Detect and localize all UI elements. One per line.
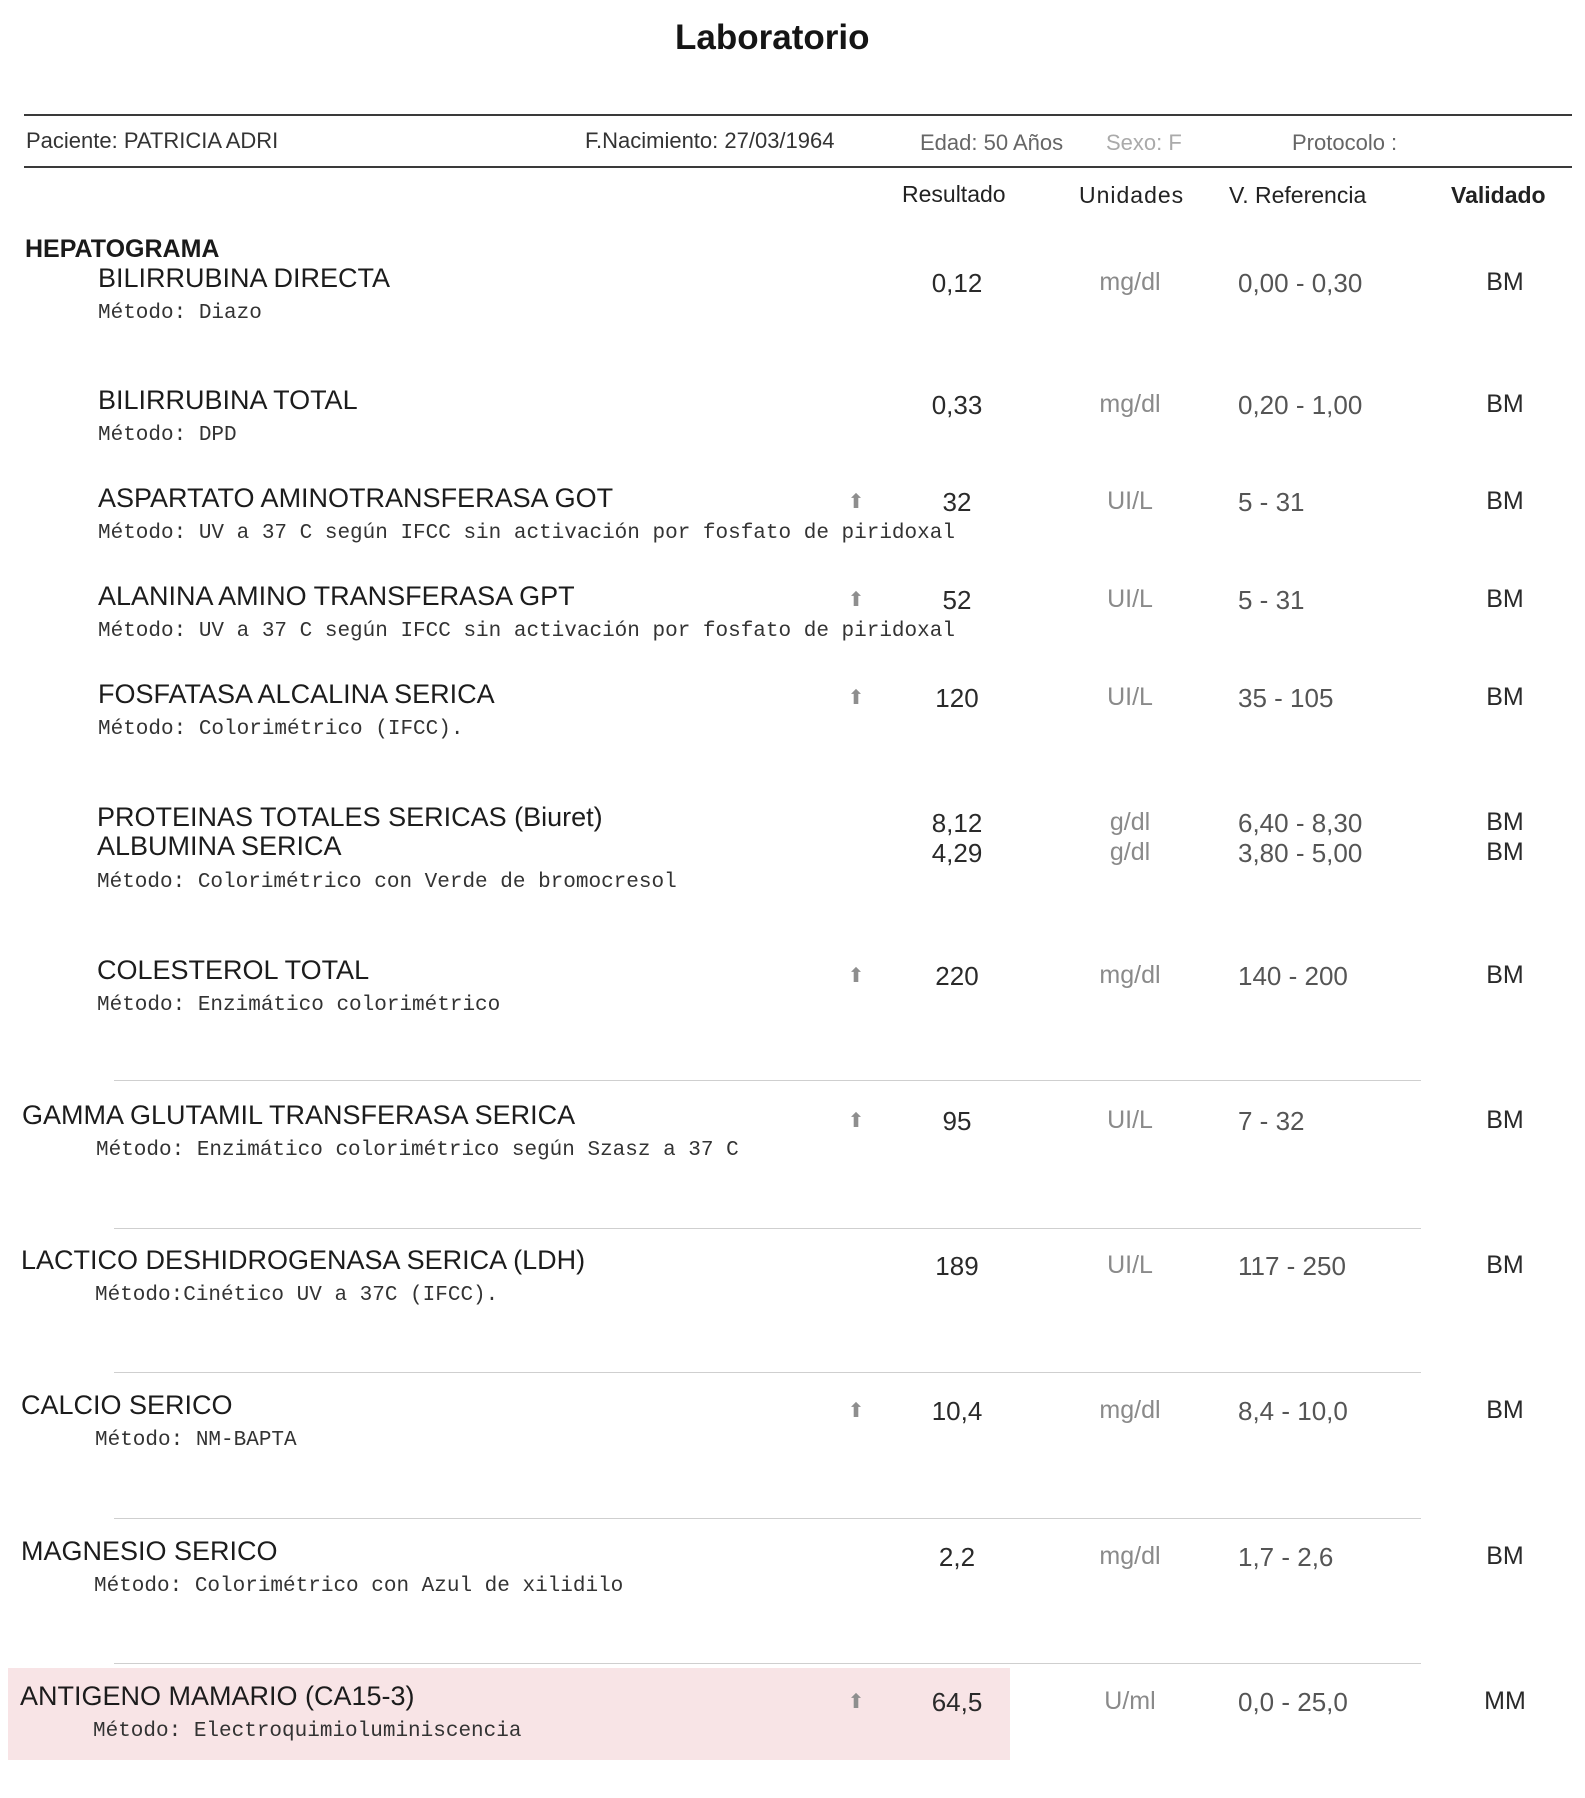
test-validated: BM: [1486, 1106, 1524, 1134]
test-unit: UI/L: [1107, 487, 1153, 515]
high-value-arrow-icon: ⬆: [847, 687, 865, 709]
test-reference-range: 5 - 31: [1238, 487, 1305, 517]
test-unit: UI/L: [1107, 1106, 1153, 1134]
test-validated: BM: [1486, 961, 1524, 989]
test-unit: mg/dl: [1099, 961, 1161, 989]
high-value-arrow-icon: ⬆: [847, 965, 865, 987]
test-reference-range: 8,4 - 10,0: [1238, 1396, 1348, 1426]
test-reference-range: 0,20 - 1,00: [1238, 390, 1363, 420]
test-reference-range: 1,7 - 2,6: [1238, 1542, 1334, 1572]
test-reference-range: 6,40 - 8,30: [1238, 808, 1363, 838]
test-reference-range: 5 - 31: [1238, 585, 1305, 615]
test-method: Método: Colorimétrico (IFCC).: [98, 718, 464, 741]
test-method: Método: NM-BAPTA: [95, 1429, 297, 1452]
test-method: Método: DPD: [98, 424, 237, 447]
column-result: Resultado: [902, 181, 1006, 207]
test-result: 0,33: [931, 390, 983, 420]
column-units: Unidades: [1079, 182, 1185, 208]
header-bottom-rule: [24, 166, 1572, 168]
high-value-arrow-icon: ⬆: [847, 491, 865, 513]
separator: [114, 1080, 1421, 1081]
test-result: 8,12: [931, 808, 983, 838]
separator: [114, 1228, 1421, 1229]
test-validated: BM: [1486, 683, 1524, 711]
test-name: GAMMA GLUTAMIL TRANSFERASA SERICA: [22, 1100, 576, 1130]
header-top-rule: [24, 114, 1572, 116]
high-value-arrow-icon: ⬆: [847, 1110, 865, 1132]
separator: [114, 1372, 1421, 1373]
test-reference-range: 35 - 105: [1238, 683, 1334, 713]
test-validated: BM: [1486, 1542, 1524, 1570]
test-name: COLESTEROL TOTAL: [97, 955, 370, 985]
test-name: LACTICO DESHIDROGENASA SERICA (LDH): [21, 1245, 586, 1275]
test-validated: BM: [1486, 390, 1524, 418]
test-method: Método: Diazo: [98, 302, 262, 325]
test-validated: BM: [1486, 585, 1524, 613]
section-hepatograma: HEPATOGRAMA: [25, 235, 220, 263]
test-name: ALBUMINA SERICA: [97, 831, 342, 861]
test-name: BILIRRUBINA TOTAL: [98, 385, 358, 415]
test-reference-range: 117 - 250: [1238, 1251, 1346, 1281]
test-result: 120: [935, 683, 979, 713]
test-unit: mg/dl: [1099, 1542, 1161, 1570]
test-reference-range: 0,00 - 0,30: [1238, 268, 1363, 298]
test-method: Método:Cinético UV a 37C (IFCC).: [95, 1284, 499, 1307]
test-name: ANTIGENO MAMARIO (CA15-3): [20, 1681, 415, 1711]
test-name: ALANINA AMINO TRANSFERASA GPT: [98, 581, 575, 611]
patient-birthdate: F.Nacimiento: 27/03/1964: [585, 128, 835, 153]
test-reference-range: 0,0 - 25,0: [1238, 1687, 1348, 1717]
test-unit: mg/dl: [1099, 1396, 1161, 1424]
patient-age: Edad: 50 Años: [920, 130, 1064, 155]
column-validated: Validado: [1451, 182, 1546, 208]
test-result: 52: [942, 585, 972, 615]
test-unit: g/dl: [1109, 808, 1151, 836]
patient-name: Paciente: PATRICIA ADRI: [26, 128, 279, 153]
test-name: BILIRRUBINA DIRECTA: [98, 263, 391, 293]
test-name: PROTEINAS TOTALES SERICAS (Biuret): [97, 802, 603, 832]
separator: [114, 1663, 1421, 1664]
high-value-arrow-icon: ⬆: [847, 1691, 865, 1713]
test-unit: mg/dl: [1099, 268, 1161, 296]
test-result: 4,29: [931, 838, 983, 868]
test-method: Método: Enzimático colorimétrico según Szasz a 37 C: [96, 1139, 739, 1162]
test-validated: BM: [1486, 268, 1524, 296]
test-unit: U/ml: [1104, 1687, 1156, 1715]
test-result: 189: [935, 1251, 979, 1281]
test-unit: UI/L: [1107, 683, 1153, 711]
test-result: 95: [942, 1106, 972, 1136]
test-result: 2,2: [938, 1542, 976, 1572]
test-name: FOSFATASA ALCALINA SERICA: [98, 679, 495, 709]
test-method: Método: Colorimétrico con Verde de bromocresol: [97, 871, 677, 894]
test-method: Método: Enzimático colorimétrico: [97, 994, 501, 1017]
test-validated: BM: [1486, 808, 1524, 836]
test-result: 10,4: [931, 1396, 983, 1426]
test-name: CALCIO SERICO: [21, 1390, 233, 1420]
test-unit: g/dl: [1109, 838, 1151, 866]
column-reference: V. Referencia: [1229, 182, 1367, 208]
test-method: Método: Colorimétrico con Azul de xilidilo: [94, 1575, 624, 1598]
test-validated: BM: [1486, 1396, 1524, 1424]
test-name: MAGNESIO SERICO: [21, 1536, 278, 1566]
test-method: Método: Electroquimioluminiscencia: [93, 1720, 522, 1743]
test-validated: BM: [1486, 487, 1524, 515]
separator: [114, 1518, 1421, 1519]
test-result: 32: [942, 487, 972, 517]
test-validated: BM: [1486, 1251, 1524, 1279]
test-validated: BM: [1486, 838, 1524, 866]
test-name: ASPARTATO AMINOTRANSFERASA GOT: [98, 483, 614, 513]
high-value-arrow-icon: ⬆: [847, 589, 865, 611]
test-unit: UI/L: [1107, 585, 1153, 613]
patient-sex: Sexo: F: [1106, 130, 1182, 155]
protocol-label: Protocolo :: [1292, 130, 1398, 155]
test-method: Método: UV a 37 C según IFCC sin activación por fosfato de piridoxal: [98, 620, 955, 643]
high-value-arrow-icon: ⬆: [847, 1400, 865, 1422]
test-result: 0,12: [931, 268, 983, 298]
test-validated: MM: [1484, 1687, 1526, 1715]
test-reference-range: 7 - 32: [1238, 1106, 1305, 1136]
test-reference-range: 3,80 - 5,00: [1238, 838, 1363, 868]
test-method: Método: UV a 37 C según IFCC sin activación por fosfato de piridoxal: [98, 522, 955, 545]
test-result: 64,5: [931, 1687, 983, 1717]
test-result: 220: [935, 961, 979, 991]
page-title: Laboratorio: [675, 18, 870, 57]
test-unit: UI/L: [1107, 1251, 1153, 1279]
test-unit: mg/dl: [1099, 390, 1161, 418]
test-reference-range: 140 - 200: [1238, 961, 1348, 991]
